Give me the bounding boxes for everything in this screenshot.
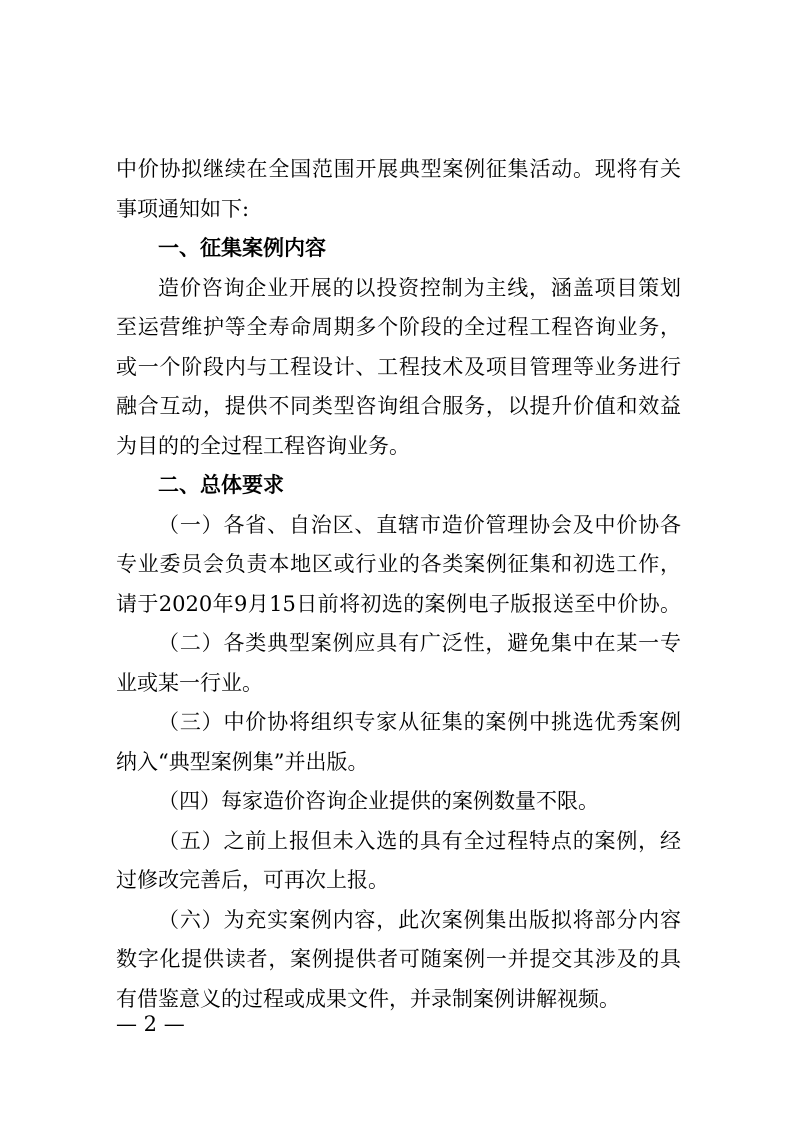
requirement-item-2-line: （二）各类典型案例应具有广泛性，避免集中在某一专 bbox=[158, 631, 681, 655]
requirement-item-5-line: （五）之前上报但未入选的具有全过程特点的案例，经 bbox=[158, 829, 681, 853]
requirement-item-3-line: 纳入“典型案例集”并出版。 bbox=[116, 750, 369, 774]
requirement-item-1-line: （一）各省、自治区、直辖市造价管理协会及中价协各 bbox=[158, 513, 681, 537]
section-2-heading: 二、总体要求 bbox=[158, 473, 284, 497]
section-1-paragraph-line: 融合互动，提供不同类型咨询组合服务，以提升价值和效益 bbox=[116, 394, 681, 418]
requirement-item-1-line: 专业委员会负责本地区或行业的各类案例征集和初选工作， bbox=[116, 552, 681, 576]
section-1-paragraph-line: 至运营维护等全寿命周期多个阶段的全过程工程咨询业务， bbox=[116, 315, 681, 339]
requirement-item-6-line: （六）为充实案例内容，此次案例集出版拟将部分内容 bbox=[158, 908, 681, 932]
requirement-item-1-line: 请于2020年9月15日前将初选的案例电子版报送至中价协。 bbox=[116, 592, 681, 616]
requirement-item-6-line: 数字化提供读者，案例提供者可随案例一并提交其涉及的具 bbox=[116, 947, 681, 971]
page-number: — 2 — bbox=[116, 1012, 185, 1036]
section-1-heading: 一、征集案例内容 bbox=[158, 236, 326, 260]
requirement-item-2-line: 业或某一行业。 bbox=[116, 671, 263, 695]
requirement-item-4-line: （四）每家造价咨询企业提供的案例数量不限。 bbox=[158, 789, 599, 813]
section-1-paragraph-line: 或一个阶段内与工程设计、工程技术及项目管理等业务进行 bbox=[116, 355, 681, 379]
requirement-item-5-line: 过修改完善后，可再次上报。 bbox=[116, 868, 389, 892]
section-1-paragraph-line: 造价咨询企业开展的以投资控制为主线，涵盖项目策划 bbox=[158, 276, 681, 300]
intro-line-2: 事项通知如下: bbox=[116, 197, 250, 221]
intro-line-1: 中价协拟继续在全国范围开展典型案例征集活动。现将有关 bbox=[116, 157, 681, 181]
requirement-item-6-line: 有借鉴意义的过程或成果文件，并录制案例讲解视频。 bbox=[116, 987, 620, 1011]
requirement-item-3-line: （三）中价协将组织专家从征集的案例中挑选优秀案例 bbox=[158, 710, 681, 734]
section-1-paragraph-line: 为目的的全过程工程咨询业务。 bbox=[116, 434, 410, 458]
